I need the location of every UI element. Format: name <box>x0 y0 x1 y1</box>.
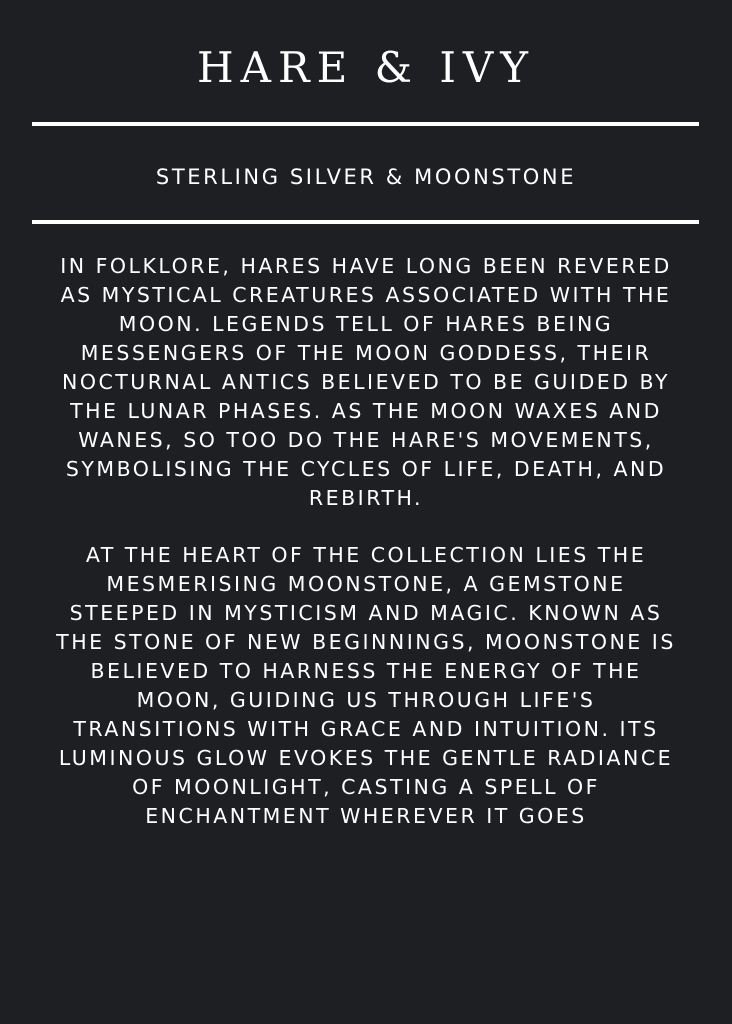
text-line: STEEPED IN MYSTICISM AND MAGIC. KNOWN AS <box>69 601 663 625</box>
text-line: THE STONE OF NEW BEGINNINGS, MOONSTONE IS <box>56 630 676 654</box>
text-line: AS MYSTICAL CREATURES ASSOCIATED WITH THE <box>60 283 672 307</box>
brand-title: HARE & IVY <box>197 43 535 92</box>
text-line: THE LUNAR PHASES. AS THE MOON WAXES AND <box>70 399 662 423</box>
text-line: REBIRTH. <box>308 486 424 510</box>
text-line: TRANSITIONS WITH GRACE AND INTUITION. ITS <box>73 717 659 741</box>
text-line: MOON, GUIDING US THROUGH LIFE'S <box>136 688 596 712</box>
text-line: MESSENGERS OF THE MOON GODDESS, THEIR <box>80 341 652 365</box>
text-line: LUMINOUS GLOW EVOKES THE GENTLE RADIANCE <box>58 746 674 770</box>
top-divider <box>32 122 699 126</box>
text-line: IN FOLKLORE, HARES HAVE LONG BEEN REVERED <box>60 254 672 278</box>
moonstone-paragraph <box>30 541 702 831</box>
text-line: WANES, SO TOO DO THE HARE'S MOVEMENTS, <box>78 428 654 452</box>
text-line: NOCTURNAL ANTICS BELIEVED TO BE GUIDED BY <box>62 370 670 394</box>
bottom-divider <box>32 220 699 224</box>
text-line: ENCHANTMENT WHEREVER IT GOES <box>145 804 587 828</box>
text-line: BELIEVED TO HARNESS THE ENERGY OF THE <box>90 659 642 683</box>
text-line: MOON. LEGENDS TELL OF HARES BEING <box>118 312 614 336</box>
text-line: AT THE HEART OF THE COLLECTION LIES THE <box>85 543 647 567</box>
text-line: SYMBOLISING THE CYCLES OF LIFE, DEATH, AND <box>65 457 667 481</box>
text-line: OF MOONLIGHT, CASTING A SPELL OF <box>132 775 600 799</box>
material-subtitle: STERLING SILVER & MOONSTONE <box>155 165 577 189</box>
folklore-paragraph <box>30 252 702 513</box>
text-line: MESMERISING MOONSTONE, A GEMSTONE <box>106 572 626 596</box>
